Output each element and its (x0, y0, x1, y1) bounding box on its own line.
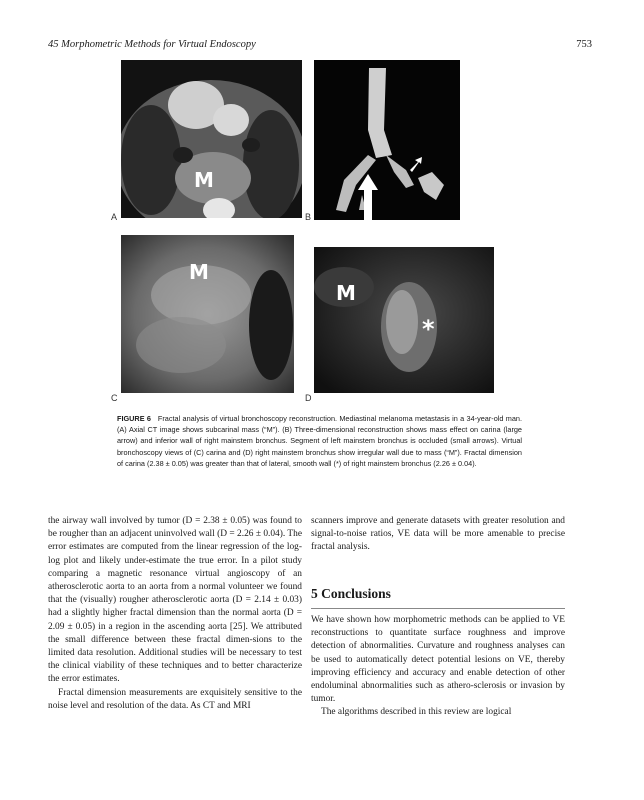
figure-caption-text: Fractal analysis of virtual bronchoscopy reconstruction. Mediastinal melanoma metastasis in a 34-year-old man. (A) Axial CT image shows subcarinal mass (“M”). (B) Three-dimensional reconstruction shows mass effect on carina (large arrow) and inferior wall of right mainstem bronchus. Segment of left mainstem bronchus is occluded (small arrows). Virtual bronchoscopy views of (C) carina and (D) right mainstem bronchus show irregular wall due to mass (“M”). Fractal dimension of carina (2.38 ± 0.05) was greater than that of lateral, smooth wall (*) of right mainstem bronchus (2.26 ± 0.04). (117, 414, 522, 468)
panel-label-d: D (305, 393, 312, 403)
panel-label-a: A (111, 212, 118, 222)
airway-3d-reconstruction (314, 60, 460, 220)
section-heading: 5 Conclusions (311, 586, 565, 609)
paragraph: the airway wall involved by tumor (D = 2.38 ± 0.05) was found to be rougher than an adjacent uninvolved wall (D = 2.26 ± 0.04). The error estimates are computed from the linear regression of the log-log plot and likely under-estimate the true error. In a pilot study comparing a magnetic resonance virtual angioscopy of an atherosclerotic aorta to an aorta from a normal volunteer we found that the (visually) rougher atherosclerotic aorta (D = 2.14 ± 0.03) had a slightly higher fractal dimension than the normal aorta (D = 2.09 ± 0.05) in a region in the ascending aorta [25]. We attributed the small difference between these fractal dimen-sions to the limited data resolution. Additional studies will be necessary to test the clinical viability of these techniques and to better characterize the error estimates. (48, 516, 302, 685)
paragraph: The algorithms described in this review are logical (321, 707, 512, 718)
mass-label: M (189, 260, 209, 284)
mass-label: M (336, 281, 356, 305)
virtual-bronchoscopy-carina (121, 235, 294, 393)
virtual-bronchoscopy-right-mainstem (314, 247, 494, 393)
mass-label: M (194, 168, 214, 192)
figure-panel-b (314, 60, 460, 220)
paragraph: Fractal dimension measurements are exquisitely sensitive to the noise level and resolution of the data. As CT and MRI (48, 687, 302, 711)
panel-label-c: C (111, 393, 118, 403)
body-left-column (48, 515, 302, 713)
figure-panel-d (314, 247, 494, 393)
paragraph: We have shown how morphometric methods can be applied to VE reconstructions to quantitate surface roughness and improve detection of abnormalities. Curvature and roughness analyses can be used to automatically detect potential lesions on VE, thereby improving efficiency and accuracy and enable detection of other endoluminal abnormalities such as athero-sclerosis or invasion by tumor. (311, 615, 565, 705)
smooth-wall-marker: * (422, 315, 435, 343)
figure-caption-label: FIGURE 6 (117, 414, 151, 423)
figure-caption (117, 413, 522, 469)
body-right-column (311, 614, 565, 720)
page-number: 753 (576, 39, 592, 50)
panel-label-b: B (305, 212, 312, 222)
figure-panel-a (121, 60, 302, 218)
body-right-column-top (311, 515, 565, 555)
figure-panel-c (121, 235, 294, 393)
ct-axial-image (121, 60, 302, 218)
paragraph: scanners improve and generate datasets with greater resolution and signal-to-noise ratios, VE data will be more amenable to precise fractal analysis. (311, 516, 565, 553)
running-header-title: 45 Morphometric Methods for Virtual Endoscopy (48, 39, 256, 50)
